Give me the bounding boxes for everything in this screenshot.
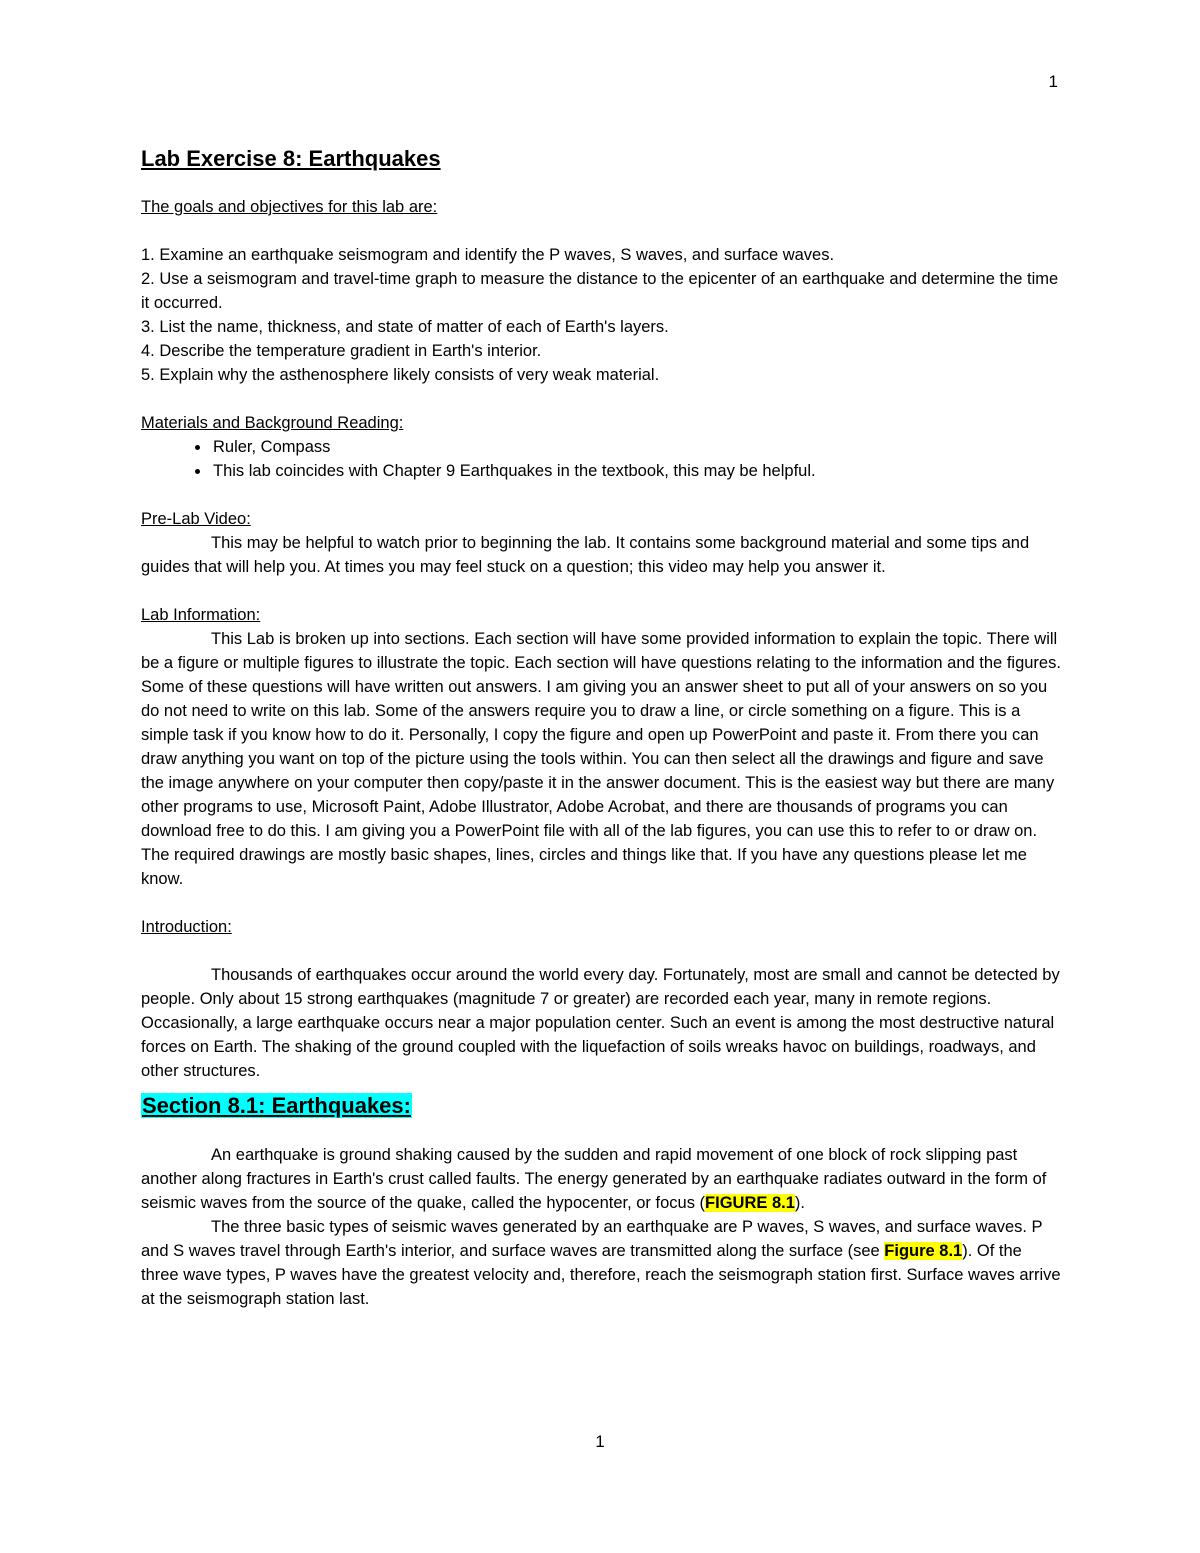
intro-heading: Introduction: — [141, 918, 232, 936]
section-p1-end: ). — [794, 1194, 805, 1212]
goal-item: 1. Examine an earthquake seismogram and identify the P waves, S waves, and surface waves. — [141, 246, 835, 264]
labinfo-paragraph: This Lab is broken up into sections. Each section will have some provided information to explain the topic. There will be a figure or multiple figures to illustrate the topic. Each section will have questions relating to the information and the figures. Some of these questions will have written out answers. I am giving you an answer sheet to put all of your answers on so you do not need to write on this lab. Some of the answers require you to draw a line, or circle something on a figure. This is a simple task if you know how to do it. Personally, I copy the figure and open up PowerPoint and paste it. From there you can draw anything you want on top of the picture using the tools within. You can then select all the drawings and figure and save the image anywhere on your computer then copy/paste it in the answer document. This is the easiest way but there are many other programs to use, Microsoft Paint, Adobe Illustrator, Adobe Acrobat, and there are thousands of programs you can download free to do this. I am giving you a PowerPoint file with all of the lab figures, you can use this to refer to or draw on. The required drawings are mostly basic shapes, lines, circles and things like that. If you have any questions please let me know. — [141, 630, 1061, 888]
goal-item: 3. List the name, thickness, and state of matter of each of Earth's layers. — [141, 318, 669, 336]
intro-paragraph: Thousands of earthquakes occur around the world every day. Fortunately, most are small and cannot be detected by people. Only about 15 strong earthquakes (magnitude 7 or greater) are recorded each year, many in remote regions. Occasionally, a large earthquake occurs near a major population center. Such an event is among the most destructive natural forces on Earth. The shaking of the ground coupled with the liquefaction of soils wreaks havoc on buildings, roadways, and other structures. — [141, 966, 1060, 1080]
section-heading-text: Section 8.1: Earthquakes: — [142, 1093, 411, 1118]
section-paragraph-1 — [141, 1143, 1061, 1215]
goal-item: 2. Use a seismogram and travel-time graph to measure the distance to the epicenter of an earthquake and determine the time it occurred. — [141, 270, 1059, 312]
labinfo-heading: Lab Information: — [141, 606, 261, 624]
goals-list — [141, 243, 1061, 387]
materials-item: • Ruler, Compass — [211, 435, 1061, 459]
figure-reference: FIGURE 8.1 — [705, 1194, 795, 1212]
materials-heading: Materials and Background Reading: — [141, 414, 404, 432]
document-title: Lab Exercise 8: Earthquakes — [141, 146, 441, 171]
section-p2-end: ). Of the three wave types, P waves have the greatest velocity and, therefore, reach the seismograph station first. Surface waves arrive at the seismograph station last. — [141, 1242, 1061, 1308]
goal-item: 4. Describe the temperature gradient in Earth's interior. — [141, 342, 542, 360]
section-paragraph-2 — [141, 1215, 1061, 1311]
section-heading — [141, 1091, 1061, 1121]
figure-reference: Figure 8.1 — [884, 1242, 963, 1260]
prelab-heading: Pre-Lab Video: — [141, 510, 251, 528]
materials-list — [141, 435, 1061, 483]
document-body — [141, 143, 1061, 1311]
header-page-number: 1 — [1048, 72, 1058, 91]
prelab-paragraph: This may be helpful to watch prior to beginning the lab. It contains some background material and some tips and guides that will help you. At times you may feel stuck on a question; this video may help you answer it. — [141, 534, 1030, 576]
goal-item: 5. Explain why the asthenosphere likely consists of very weak material. — [141, 366, 660, 384]
section-p2-text: The three basic types of seismic waves generated by an earthquake are P waves, S waves, and surface waves. P and S waves travel through Earth's interior, and surface waves are transmitted along the surface (see — [141, 1218, 1043, 1260]
section-p1-text: An earthquake is ground shaking caused by the sudden and rapid movement of one block of rock slipping past another along fractures in Earth's crust called faults. The energy generated by an earthquake radiates outward in the form of seismic waves from the source of the quake, called the hypocenter, or focus ( — [141, 1146, 1047, 1212]
goals-heading: The goals and objectives for this lab are: — [141, 198, 438, 216]
footer-page-number: 1 — [595, 1432, 605, 1451]
materials-item: • This lab coincides with Chapter 9 Earthquakes in the textbook, this may be helpful. — [211, 459, 1061, 483]
